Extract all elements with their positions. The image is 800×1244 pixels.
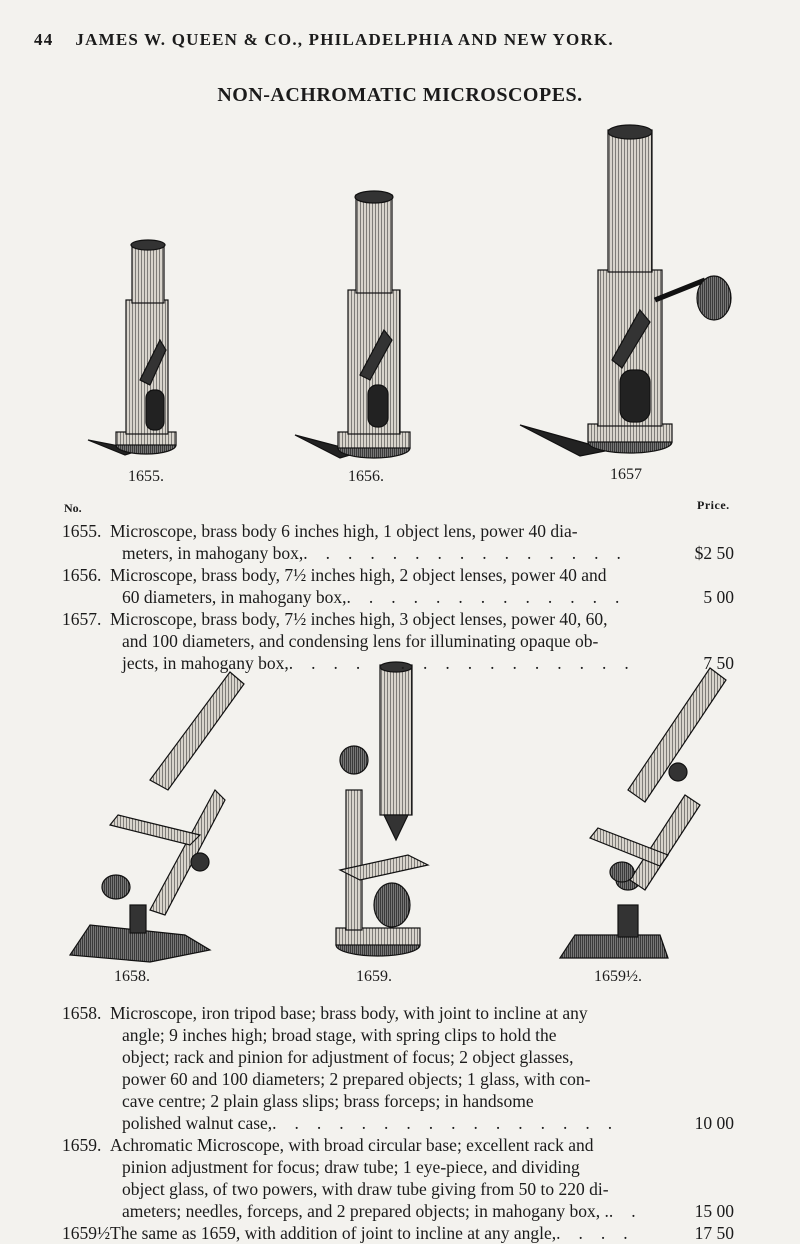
- item-number: 1659.: [62, 1135, 102, 1155]
- description-line: object glass, of two powers, with draw tube giving from 50 to 220 di-: [122, 1179, 609, 1199]
- catalog-entry: [62, 1222, 734, 1244]
- item-number: 1656.: [62, 565, 102, 585]
- microscope-1659-illustration: [336, 662, 428, 956]
- microscope-1659-half-illustration: [560, 668, 726, 958]
- leader-dots: ................: [288, 653, 647, 673]
- description-line: Microscope, iron tripod base; brass body, with joint to incline at any: [110, 1003, 588, 1023]
- page-number: 44: [34, 30, 54, 49]
- microscope-1657-illustration: [520, 125, 731, 456]
- description-line: power 60 and 100 diameters; 2 prepared objects; 1 glass, with con-: [122, 1069, 591, 1089]
- page-title: NON-ACHROMATIC MICROSCOPES.: [217, 84, 583, 106]
- column-header-price: Price.: [697, 498, 730, 512]
- description-line: polished walnut case,: [122, 1113, 273, 1133]
- item-number: 1658.: [62, 1003, 102, 1023]
- item-price: 17 50: [694, 1223, 734, 1243]
- figure-label-1659-half: 1659½.: [594, 968, 642, 985]
- catalog-entry: [62, 564, 734, 608]
- item-number: 1657.: [62, 609, 102, 629]
- leader-dots: ...............: [303, 543, 639, 563]
- catalog-entry: [62, 520, 734, 564]
- description-line: ameters; needles, forceps, and 2 prepared objects; in mahogany box, .: [122, 1201, 609, 1221]
- description-line: pinion adjustment for focus; draw tube; 1 eye-piece, and dividing: [122, 1157, 580, 1177]
- description-line: Microscope, brass body, 7½ inches high, 2 object lenses, power 40 and: [110, 565, 607, 585]
- publisher-line: JAMES W. QUEEN & CO., PHILADELPHIA AND NEW YORK.: [75, 30, 614, 49]
- column-header-no: No.: [64, 501, 82, 515]
- item-price: 15 00: [694, 1201, 734, 1221]
- leader-dots: .............: [346, 587, 638, 607]
- description-line: angle; 9 inches high; broad stage, with spring clips to hold the: [122, 1025, 557, 1045]
- description-line: cave centre; 2 plain glass slips; brass forceps; in handsome: [122, 1091, 534, 1111]
- item-price: 5 00: [703, 587, 734, 607]
- figure-label-1656: 1656.: [348, 468, 384, 485]
- figure-label-1657: 1657: [610, 466, 642, 483]
- description-line: Microscope, brass body 6 inches high, 1 object lens, power 40 dia-: [110, 521, 578, 541]
- description-line: Achromatic Microscope, with broad circular base; excellent rack and: [110, 1135, 594, 1155]
- figure-label-1659: 1659.: [356, 968, 392, 985]
- leader-dots: ....: [556, 1223, 646, 1243]
- figure-label-1658: 1658.: [114, 968, 150, 985]
- item-number: 1655.: [62, 521, 102, 541]
- leader-dots: ................: [272, 1113, 631, 1133]
- figure-label-1655: 1655.: [128, 468, 164, 485]
- description-line: jects, in mahogany box,: [122, 653, 289, 673]
- description-line: meters, in mahogany box,: [122, 543, 304, 563]
- microscope-1655-illustration: [88, 240, 176, 455]
- catalog-entry: [62, 608, 734, 674]
- description-line: Microscope, brass body, 7½ inches high, 3 object lenses, power 40, 60,: [110, 609, 608, 629]
- microscope-1656-illustration: [295, 191, 410, 458]
- item-price: 10 00: [694, 1113, 734, 1133]
- leader-dots: ..: [608, 1201, 654, 1221]
- catalog-entry: [62, 1002, 734, 1134]
- item-price: $2 50: [694, 543, 734, 563]
- catalog-entry: [62, 1134, 734, 1222]
- microscope-1658-illustration: [70, 672, 244, 962]
- description-line: The same as 1659, with addition of joint to incline at any angle,: [110, 1223, 557, 1243]
- item-number: 1659½: [62, 1223, 111, 1243]
- description-line: 60 diameters, in mahogany box,: [122, 587, 347, 607]
- item-price: 7 50: [703, 653, 734, 673]
- description-line: and 100 diameters, and condensing lens for illuminating opaque ob-: [122, 631, 599, 651]
- description-line: object; rack and pinion for adjustment of focus; 2 object glasses,: [122, 1047, 574, 1067]
